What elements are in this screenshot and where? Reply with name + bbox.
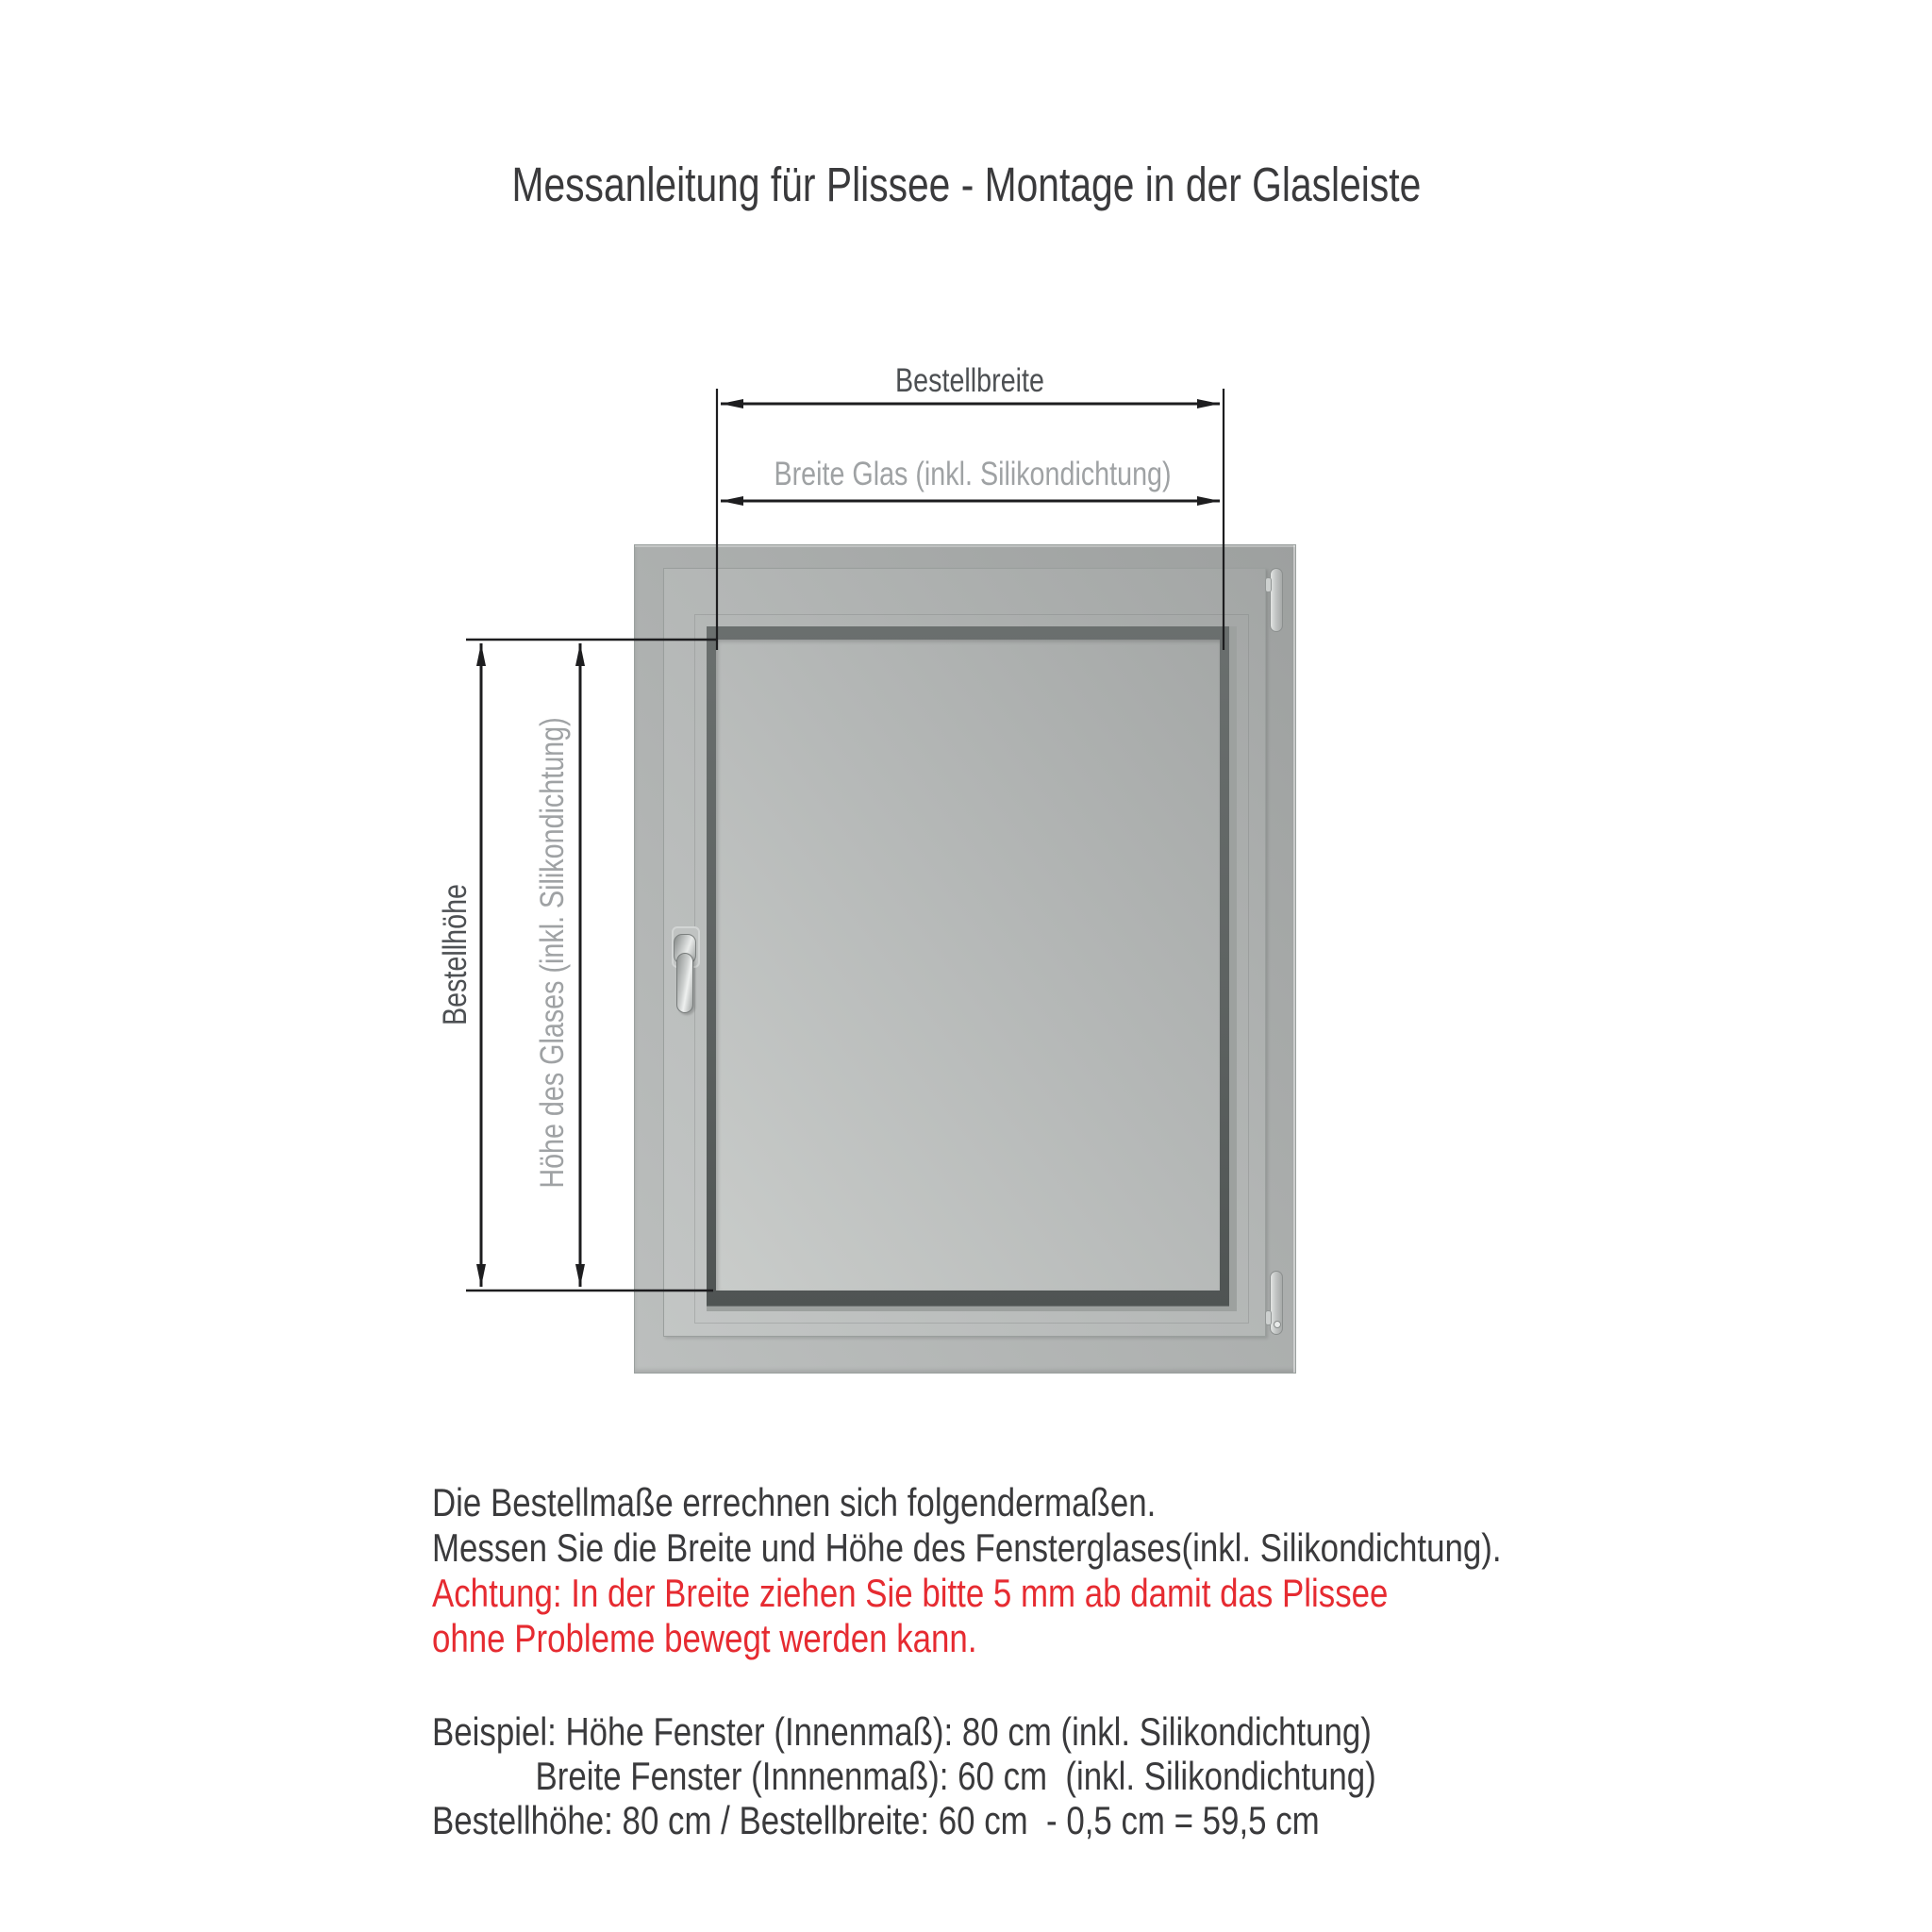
- page-title-text: Messanleitung für Plissee - Montage in der Glasleiste: [511, 158, 1421, 211]
- order-width-label: Bestellbreite: [895, 362, 1044, 399]
- example-line-2: Breite Fenster (Innnenmaß): 60 cm (inkl. Silikondichtung): [535, 1754, 1376, 1798]
- instructions-paragraph: [432, 1480, 1721, 1661]
- example-paragraph: [432, 1709, 1570, 1842]
- glass-height-label: Höhe des Glases (inkl. Silikondichtung): [534, 717, 571, 1189]
- example-line-3: Bestellhöhe: 80 cm / Bestellbreite: 60 cm - 0,5 cm = 59,5 cm: [432, 1798, 1320, 1842]
- order-height-label: Bestellhöhe: [437, 884, 474, 1025]
- instruction-line-2: Messen Sie die Breite und Höhe des Fensterglases(inkl. Silikondichtung).: [432, 1525, 1502, 1570]
- warning-line-2: ohne Probleme bewegt werden kann.: [432, 1616, 977, 1660]
- glass-width-label: Breite Glas (inkl. Silikondichtung): [774, 456, 1172, 492]
- warning-line-1: Achtung: In der Breite ziehen Sie bitte 5 mm ab damit das Plissee: [432, 1571, 1389, 1615]
- example-line-1: Beispiel: Höhe Fenster (Innenmaß): 80 cm (inkl. Silikondichtung): [432, 1709, 1372, 1754]
- instruction-line-1: Die Bestellmaße errechnen sich folgendermaßen.: [432, 1480, 1157, 1524]
